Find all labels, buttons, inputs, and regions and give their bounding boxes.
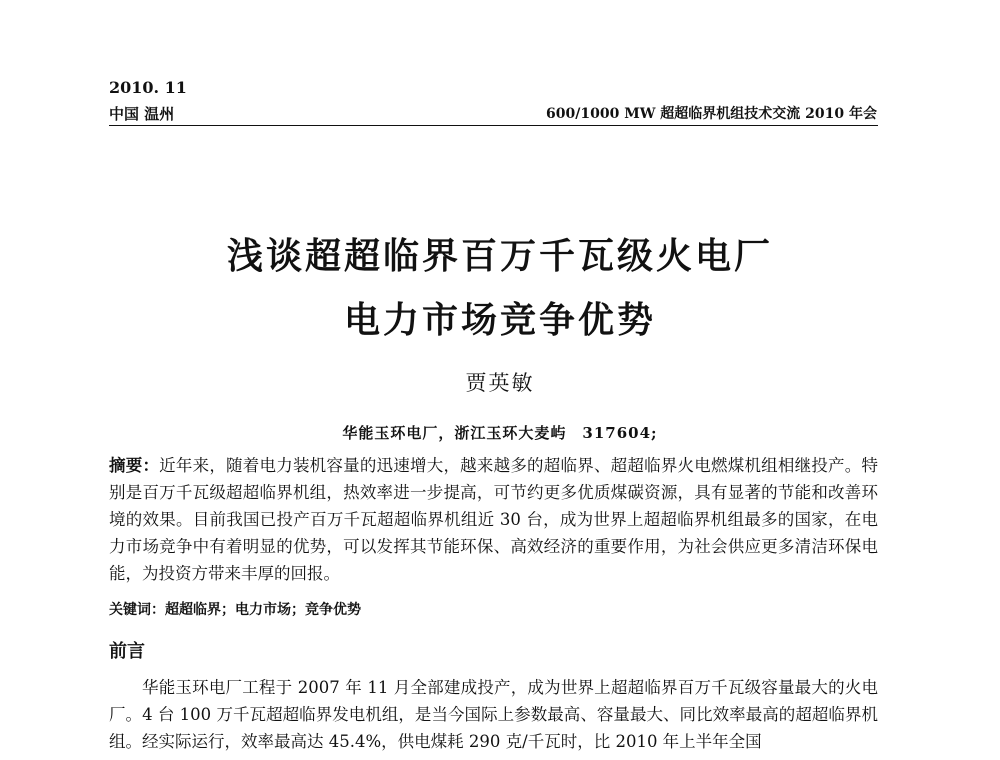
header-location: 中国 温州 — [109, 105, 175, 123]
paper-title-line-1: 浅谈超超临界百万千瓦级火电厂 — [226, 236, 773, 277]
body-paragraph: 华能玉环电厂工程于 2007 年 11 月全部建成投产，成为世界上超超临界百万千瓦级容量最大的火电厂。4 台 100 万千瓦超超临界发电机组，是当今国际上参数最高、容量最大、同比效率最高的超超临界机组。经实际运行，效率最高达 45.4%，供电煤耗 290 克/千瓦时，比 2010 年上半年全国 — [109, 678, 878, 751]
abstract-text: 近年来，随着电力装机容量的迅速增大，越来越多的超临界、超超临界火电燃煤机组相继投产。特别是百万千瓦级超超临界机组，热效率进一步提高，可节约更多优质煤碳资源，具有显著的节能和改善环境的效果。目前我国已投产百万千瓦超超临界机组近 30 台，成为世界上超超临界机组最多的国家，在电力市场竞争中有着明显的优势，可以发挥其节能环保、高效经济的重要作用，为社会供应更多清洁环保电能，为投资方带来丰厚的回报。 — [109, 456, 879, 583]
abstract — [109, 452, 878, 587]
paper-title-line-2: 电力市场竞争优势 — [343, 300, 656, 341]
header-conference: 600/1000 MW 超超临界机组技术交流 2010 年会 — [546, 106, 877, 122]
abstract-label: 摘要： — [109, 456, 160, 475]
header-date: 2010. 11 — [109, 78, 187, 97]
keywords-label: 关键词： — [109, 602, 165, 618]
keywords — [109, 599, 361, 619]
section-title: 前言 — [109, 641, 145, 662]
paper-author: 贾英敏 — [465, 371, 535, 395]
keywords-text: 超超临界；电力市场；竞争优势 — [165, 602, 361, 618]
paper-affiliation: 华能玉环电厂，浙江玉环大麦屿 317604; — [342, 424, 658, 442]
header-divider — [109, 125, 878, 126]
